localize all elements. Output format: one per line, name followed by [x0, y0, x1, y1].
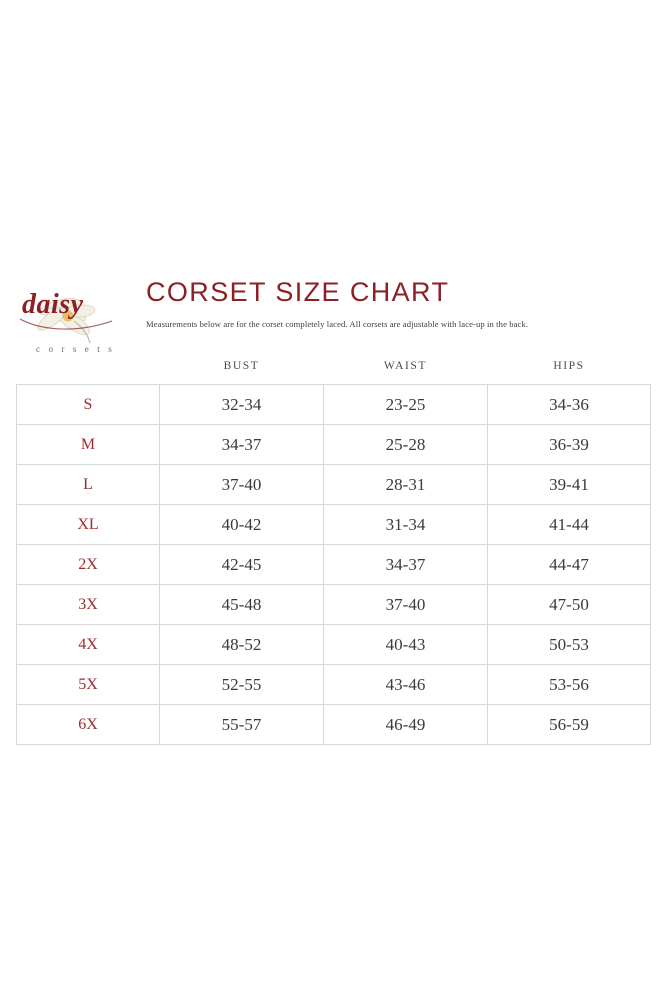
chart-header: [0, 255, 666, 360]
table-row: [17, 585, 651, 625]
table-row: [17, 625, 651, 665]
cell-waist: 25-28: [324, 425, 488, 465]
table-row: [17, 385, 651, 425]
page-title: CORSET SIZE CHART: [146, 277, 450, 307]
cell-size: 2X: [17, 545, 160, 585]
cell-waist: 31-34: [324, 505, 488, 545]
size-chart-table: [16, 360, 651, 745]
cell-bust: 37-40: [160, 465, 324, 505]
svg-text:daisy: daisy: [22, 289, 84, 320]
column-header-waist: WAIST: [324, 360, 488, 385]
cell-size: 4X: [17, 625, 160, 665]
cell-size: 6X: [17, 705, 160, 745]
cell-size: M: [17, 425, 160, 465]
measurement-note: Measurements below are for the corset completely laced. All corsets are adjustable with lace-up in the back.: [146, 319, 529, 329]
cell-hips: 47-50: [488, 585, 651, 625]
brand-wordmark: c o r s e t s: [36, 344, 115, 354]
cell-waist: 43-46: [324, 665, 488, 705]
table-row: [17, 545, 651, 585]
cell-waist: 40-43: [324, 625, 488, 665]
daisy-flower-icon: [16, 261, 138, 357]
cell-hips: 56-59: [488, 705, 651, 745]
cell-bust: 32-34: [160, 385, 324, 425]
cell-bust: 34-37: [160, 425, 324, 465]
cell-hips: 41-44: [488, 505, 651, 545]
cell-bust: 52-55: [160, 665, 324, 705]
table-row: [17, 505, 651, 545]
cell-bust: 45-48: [160, 585, 324, 625]
cell-bust: 55-57: [160, 705, 324, 745]
cell-hips: 36-39: [488, 425, 651, 465]
cell-waist: 34-37: [324, 545, 488, 585]
table-header-row: [17, 360, 651, 385]
column-header-bust: BUST: [160, 360, 324, 385]
cell-hips: 39-41: [488, 465, 651, 505]
cell-hips: 53-56: [488, 665, 651, 705]
cell-bust: 48-52: [160, 625, 324, 665]
cell-size: 3X: [17, 585, 160, 625]
column-header-size: [17, 360, 160, 385]
brand-logo: [16, 261, 138, 357]
cell-waist: 46-49: [324, 705, 488, 745]
size-chart-block: [0, 255, 666, 745]
cell-bust: 42-45: [160, 545, 324, 585]
cell-waist: 23-25: [324, 385, 488, 425]
cell-size: L: [17, 465, 160, 505]
cell-hips: 44-47: [488, 545, 651, 585]
cell-size: S: [17, 385, 160, 425]
cell-hips: 50-53: [488, 625, 651, 665]
table-row: [17, 705, 651, 745]
column-header-hips: HIPS: [488, 360, 651, 385]
title-wrap: [146, 277, 651, 329]
table-row: [17, 665, 651, 705]
table-row: [17, 465, 651, 505]
cell-size: 5X: [17, 665, 160, 705]
cell-size: XL: [17, 505, 160, 545]
cell-waist: 37-40: [324, 585, 488, 625]
cell-hips: 34-36: [488, 385, 651, 425]
table-row: [17, 425, 651, 465]
cell-waist: 28-31: [324, 465, 488, 505]
cell-bust: 40-42: [160, 505, 324, 545]
